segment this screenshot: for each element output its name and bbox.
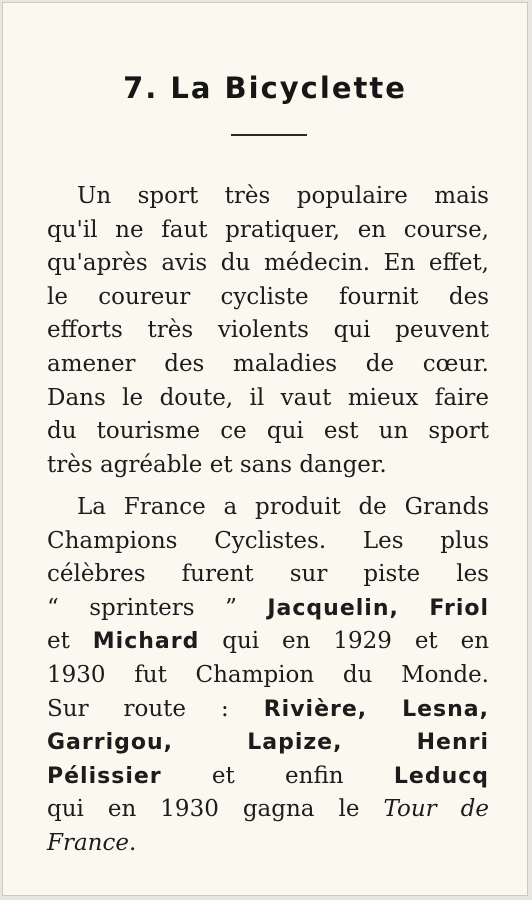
document-card: [2, 2, 528, 896]
text-fragment: et: [47, 628, 70, 655]
race-name: France: [47, 829, 129, 856]
text-line: La France a produit de Grands: [77, 494, 489, 520]
paragraph-2: [47, 491, 489, 861]
text-line: 1930 fut Champion du Monde.: [47, 661, 489, 688]
text-line: très agréable et sans danger.: [47, 451, 387, 478]
text-line: Champions Cyclistes. Les plus: [47, 527, 489, 554]
text-fragment: Sur route :: [47, 695, 229, 722]
rider-name: Garrigou,: [47, 730, 174, 756]
text-line: le coureur cycliste fournit des: [47, 283, 489, 310]
text-line: qu'il ne faut pratiquer, en course,: [47, 216, 489, 243]
text-fragment: .: [128, 829, 137, 856]
text-line: Dans le doute, il vaut mieux faire: [47, 384, 489, 411]
rider-name: Pélissier: [47, 763, 162, 789]
text-line: célèbres furent sur piste les: [47, 561, 489, 588]
text-fragment: qui en 1930 gagna le: [47, 796, 360, 823]
page-title: 7. La Bicyclette: [123, 71, 407, 105]
text-line: du tourisme ce qui est un sport: [47, 418, 489, 445]
rider-name: Lesna,: [402, 696, 490, 722]
text-fragment: qui en 1929 et en: [222, 628, 490, 655]
race-name: Tour de: [383, 796, 490, 823]
rider-name: Rivière,: [263, 696, 368, 722]
text-fragment: et enfin: [211, 762, 344, 789]
text-line: [47, 592, 489, 626]
text-line: efforts très violents qui peuvent: [47, 317, 489, 344]
text-line: [47, 793, 489, 827]
paragraph-1: [47, 180, 489, 482]
text-line: amener des maladies de cœur.: [47, 350, 489, 377]
text-fragment: “ sprinters ”: [47, 594, 237, 621]
text-line: [47, 625, 489, 659]
text-line: [47, 827, 489, 861]
rider-name: Michard: [92, 629, 200, 655]
text-line: [47, 693, 489, 727]
rider-name: Friol: [429, 595, 490, 621]
text-line: [47, 726, 489, 760]
rider-name: Leducq: [393, 763, 490, 789]
rider-name: Jacquelin,: [267, 595, 399, 621]
rider-name: Lapize,: [247, 730, 343, 756]
rider-name: Henri: [416, 730, 490, 756]
title-divider: [231, 134, 307, 136]
text-line: [47, 760, 489, 794]
text-line: qu'après avis du médecin. En effet,: [47, 250, 489, 277]
text-line: Un sport très populaire mais: [77, 183, 489, 209]
